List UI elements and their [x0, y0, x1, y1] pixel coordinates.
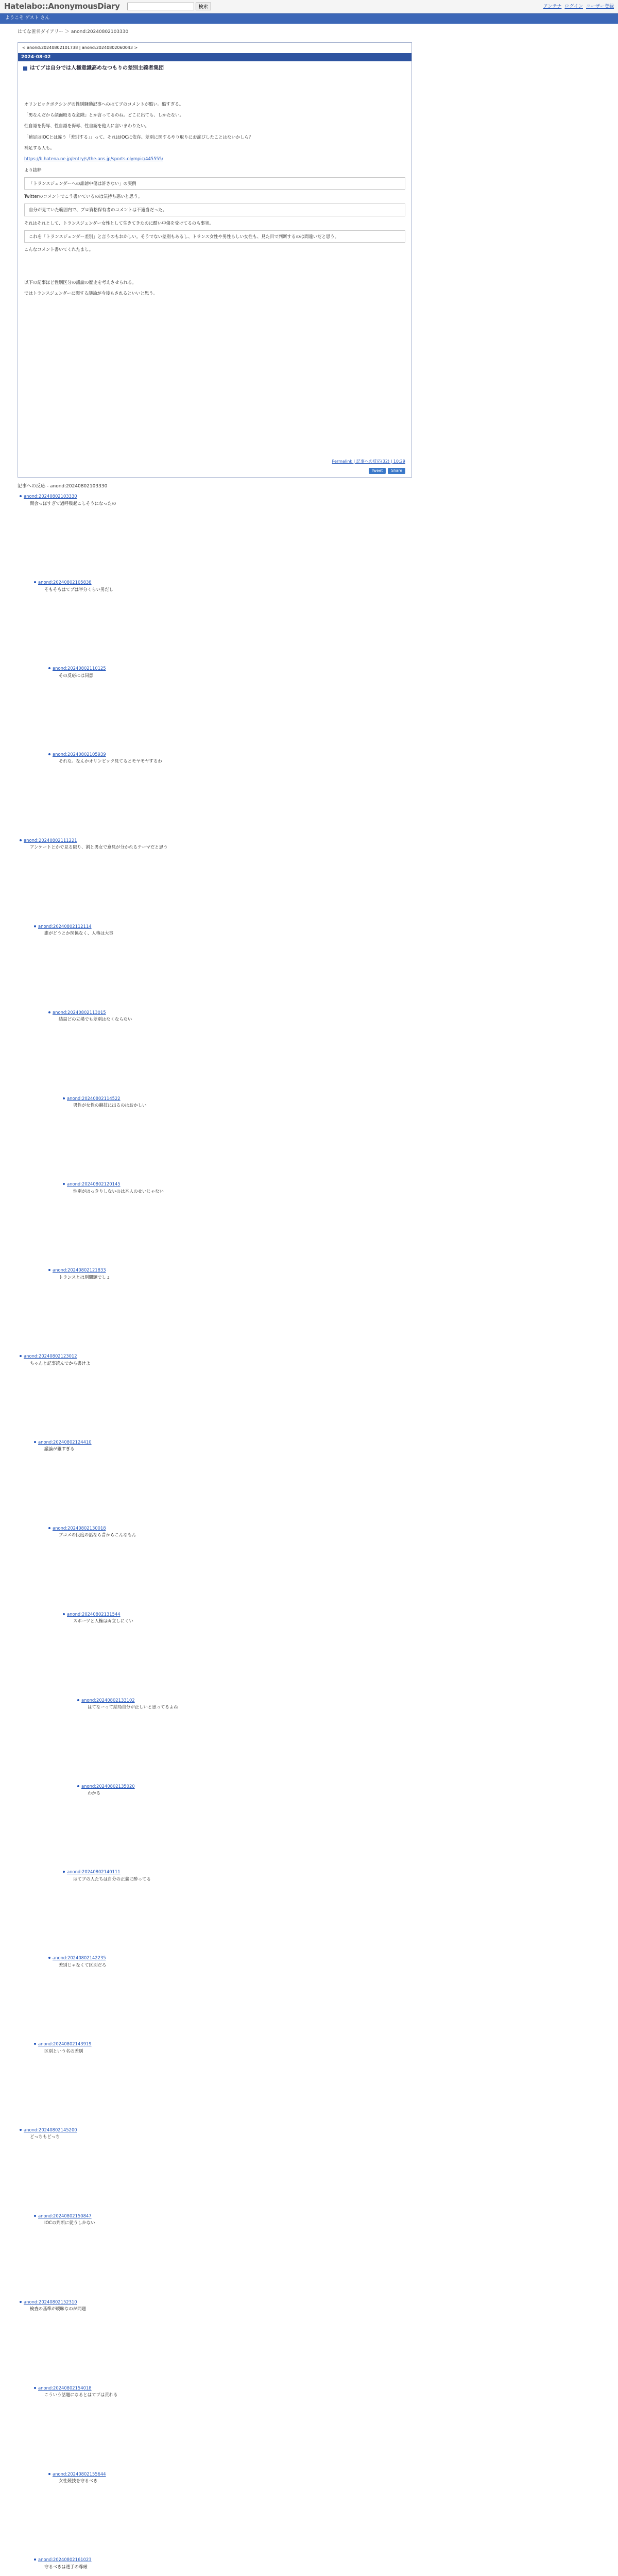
- antenna-link[interactable]: アンテナ: [543, 4, 562, 9]
- response-text: IOCの判断に従うしかない: [44, 2220, 95, 2226]
- entry-footer: [18, 459, 411, 474]
- bullet-icon: [48, 753, 50, 755]
- source-link[interactable]: https://b.hatena.ne.jp/entry/s/the-ans.jp/sports-olympic/445555/: [24, 156, 163, 162]
- response-link[interactable]: anond:20240802105939: [53, 752, 106, 757]
- list-item: [67, 1869, 430, 1883]
- site-header: [0, 0, 618, 13]
- response-text: 性別がはっきりしないのは本人のせいじゃない: [73, 1188, 164, 1194]
- entry-paragraph: 「男なんだから顔面殴るな危険」とか言ってるのね。どこに出ても、しかたない。: [24, 112, 184, 118]
- search-button[interactable]: 検索: [196, 3, 211, 10]
- share-button[interactable]: Share: [388, 468, 405, 474]
- bullet-icon: [34, 2215, 36, 2217]
- response-link[interactable]: anond:20240802111221: [24, 837, 77, 843]
- response-link[interactable]: anond:20240802152310: [24, 2299, 77, 2304]
- list-item: [38, 579, 430, 593]
- bullet-icon: [48, 1527, 50, 1529]
- response-text: 開会っぽすぎて過呼吸起こしそうになったの: [30, 500, 116, 506]
- bullet-icon: [77, 1785, 79, 1787]
- response-link[interactable]: anond:20240802133102: [81, 1697, 135, 1703]
- response-link[interactable]: anond:20240802113015: [53, 1009, 106, 1015]
- bullet-icon: [20, 2301, 22, 2303]
- list-item: [53, 2471, 430, 2485]
- bullet-icon: [20, 2129, 22, 2131]
- list-item: [53, 751, 430, 765]
- tweet-button[interactable]: Tweet: [369, 468, 386, 474]
- bullet-icon: [34, 2043, 36, 2045]
- response-link[interactable]: anond:20240802131544: [67, 1611, 121, 1617]
- response-text: アンケートとかで見る限り、割と男女で意見が分かれるテーマだと思う: [30, 844, 168, 850]
- response-link[interactable]: anond:20240802103330: [24, 494, 77, 499]
- response-text: 男性が女性の競技に出るのはおかしい: [73, 1102, 147, 1108]
- response-text: 女性競技を守るべき: [59, 2478, 98, 2483]
- entry-paragraph: それはそれとして、トランスジェンダー女性として生きてきたのに酷い中傷を受けてるのも事実。: [24, 220, 214, 226]
- share-buttons: [24, 468, 405, 474]
- list-item: [38, 2556, 430, 2570]
- entry-box: [18, 42, 412, 478]
- register-link[interactable]: ユーザー登録: [586, 4, 614, 9]
- bullet-icon: [34, 581, 36, 583]
- list-item: [81, 1697, 430, 1711]
- entry-paragraph: 「補足はIOCとは違う「差別する」」って、それはIOCに依存。差別に関するやり取りにお詫びしたことはないかしら？: [24, 134, 253, 140]
- tree-nodes: [18, 493, 430, 2576]
- entry-nav[interactable]: < anond:20240802101738 | anond:20240802060043 >: [22, 45, 138, 50]
- bullet-icon: [63, 1097, 65, 1099]
- list-item: [53, 1525, 430, 1539]
- bullet-icon: [48, 2473, 50, 2475]
- response-text: こういう話題になるとはてブは荒れる: [44, 2392, 118, 2398]
- bullet-icon: [34, 925, 36, 927]
- bullet-icon: [34, 2387, 36, 2389]
- response-link[interactable]: anond:20240802120145: [67, 1181, 121, 1187]
- list-item: [53, 1267, 430, 1281]
- bullet-icon: [34, 2558, 36, 2561]
- response-link[interactable]: anond:20240802142235: [53, 1955, 106, 1961]
- bullet-icon: [48, 1957, 50, 1959]
- response-text: どっちもどっち: [30, 2134, 60, 2140]
- list-item: [24, 1353, 430, 1367]
- breadcrumb[interactable]: はてな匿名ダイアリー ＞ anond:20240802103330: [18, 29, 129, 35]
- response-link[interactable]: anond:20240802135020: [81, 1783, 135, 1789]
- response-link[interactable]: anond:20240802130018: [53, 1525, 106, 1531]
- site-logo[interactable]: Hatelabo::AnonymousDiary: [4, 1, 120, 11]
- response-link[interactable]: anond:20240802110125: [53, 666, 106, 671]
- search-input[interactable]: [127, 3, 194, 10]
- bullet-icon: [20, 839, 22, 841]
- entry-paragraph: オリンピックボクシングの性別騒動記事へのはてブのコメントが酷い。酷すぎる。: [24, 101, 184, 107]
- response-text: スポーツと人権は両立しにくい: [73, 1618, 133, 1624]
- list-item: [38, 2041, 430, 2055]
- entry-paragraph: 補足する人も。: [24, 145, 55, 151]
- response-text: その反応には同意: [59, 672, 93, 678]
- quote-block: 自分が見ていた範囲内で、プロ資格保有者のコメントは不適当だった。: [24, 204, 405, 216]
- bullet-icon: [63, 1183, 65, 1185]
- response-tree: [18, 483, 430, 2576]
- entry-date: 2024-08-02: [18, 53, 411, 61]
- response-text: 守るべきは選手の尊厳: [44, 2564, 88, 2569]
- response-text: 誰がどうとか関係なく、人権は大事: [44, 930, 113, 936]
- list-item: [38, 2213, 430, 2227]
- response-link[interactable]: anond:20240802161023: [38, 2557, 92, 2563]
- response-link[interactable]: anond:20240802124410: [38, 1439, 92, 1445]
- response-text: 議論が雑すぎる: [44, 1446, 75, 1452]
- response-link[interactable]: anond:20240802123012: [24, 1353, 77, 1359]
- response-text: 結局どの立場でも差別はなくならない: [59, 1016, 132, 1022]
- list-item: [53, 1009, 430, 1023]
- response-link[interactable]: anond:20240802155644: [53, 2471, 106, 2477]
- bullet-icon: [63, 1613, 65, 1615]
- response-text: ブコメの民度の話なら昔からこんなもん: [59, 1532, 136, 1538]
- entry-paragraph: ではトランスジェンダーに関する議論が今後もされるといいと思う。: [24, 290, 158, 296]
- list-item: [38, 2385, 430, 2399]
- list-item: [24, 837, 430, 851]
- bullet-icon: [48, 1269, 50, 1271]
- response-text: そもそもはてブは半分くらい男だし: [44, 586, 113, 592]
- response-text: はてなーって結局自分が正しいと思ってるよね: [88, 1704, 178, 1710]
- response-text: わかる: [88, 1790, 101, 1795]
- response-link[interactable]: anond:20240802150847: [38, 2213, 92, 2218]
- list-item: [67, 1181, 430, 1195]
- list-item: [81, 1783, 430, 1797]
- list-item: [67, 1611, 430, 1625]
- bullet-icon: [77, 1699, 79, 1701]
- title-square-icon: [23, 66, 27, 71]
- permalink[interactable]: Permalink | 記事への反応(32) | 10:29: [332, 459, 405, 464]
- login-link[interactable]: ログイン: [564, 4, 583, 9]
- entry-paragraph: 性自認を侮辱、性自認を侮辱、性自認を他人に言いまわりたい。: [24, 123, 149, 129]
- response-link[interactable]: anond:20240802145200: [24, 2127, 77, 2133]
- entry-paragraph: 以下の記事ほど性別区分の議論の歴史を考えさせられる。: [24, 279, 136, 285]
- response-link[interactable]: anond:20240802143919: [38, 2041, 92, 2047]
- response-text: 差別じゃなくて区別だろ: [59, 1962, 107, 1968]
- list-item: [24, 493, 430, 507]
- entry-paragraph: Twitterのコメントでこう書いているのは気持ち悪いと思う。: [24, 194, 143, 199]
- response-text: ちゃんと記事読んでから書けよ: [30, 1360, 91, 1366]
- list-item: [24, 2299, 430, 2313]
- list-item: [38, 923, 430, 937]
- quote-block: 「トランスジェンダーへの誹謗中傷は許さない」の実例: [24, 177, 405, 190]
- entry-body: [18, 76, 411, 303]
- response-link[interactable]: anond:20240802114522: [67, 1095, 121, 1101]
- response-link[interactable]: anond:20240802154018: [38, 2385, 92, 2391]
- response-link[interactable]: anond:20240802105838: [38, 580, 92, 585]
- entry-paragraph: こんなコメント書いてくれたまし。: [24, 247, 93, 252]
- bullet-icon: [63, 1871, 65, 1873]
- response-link[interactable]: anond:20240802112114: [38, 923, 92, 929]
- bullet-icon: [48, 667, 50, 669]
- search-form: [127, 3, 211, 10]
- list-item: [67, 1095, 430, 1109]
- response-text: トランスとは別問題でしょ: [59, 1274, 111, 1280]
- bullet-icon: [20, 495, 22, 497]
- entry-title: [18, 61, 411, 76]
- bullet-icon: [34, 1441, 36, 1443]
- quote-block: これを「トランスジェンダー差別」と言うのもおかしい。そうでない差別もあるし、トランス女性や男性らしい女性も、見た目で判断するのは間違いだと思う。: [24, 230, 405, 243]
- response-link[interactable]: anond:20240802140111: [67, 1869, 121, 1875]
- response-text: 区別という名の差別: [44, 2048, 83, 2054]
- entry-paragraph: より抜粋: [24, 167, 42, 173]
- tree-heading: 記事への反応 - anond:20240802103330: [18, 484, 108, 489]
- welcome-bar: [0, 13, 618, 24]
- list-item: [38, 1439, 430, 1453]
- response-text: それな。なんかオリンピック見てるとモヤモヤするわ: [59, 758, 162, 764]
- top-links: [543, 4, 614, 11]
- bullet-icon: [48, 1011, 50, 1013]
- welcome-text: ようこそ ゲスト さん: [5, 15, 50, 21]
- response-text: はてブの人たちは自分の正義に酔ってる: [73, 1876, 151, 1882]
- bullet-icon: [20, 1355, 22, 1357]
- response-text: 検査の基準が曖昧なのが問題: [30, 2306, 86, 2312]
- response-link[interactable]: anond:20240802121833: [53, 1267, 106, 1273]
- entry-title-text[interactable]: はてブは自分では人権意識高めなつもりの差別主義者集団: [30, 65, 164, 72]
- list-item: [53, 1955, 430, 1969]
- list-item: [53, 665, 430, 679]
- list-item: [24, 2127, 430, 2141]
